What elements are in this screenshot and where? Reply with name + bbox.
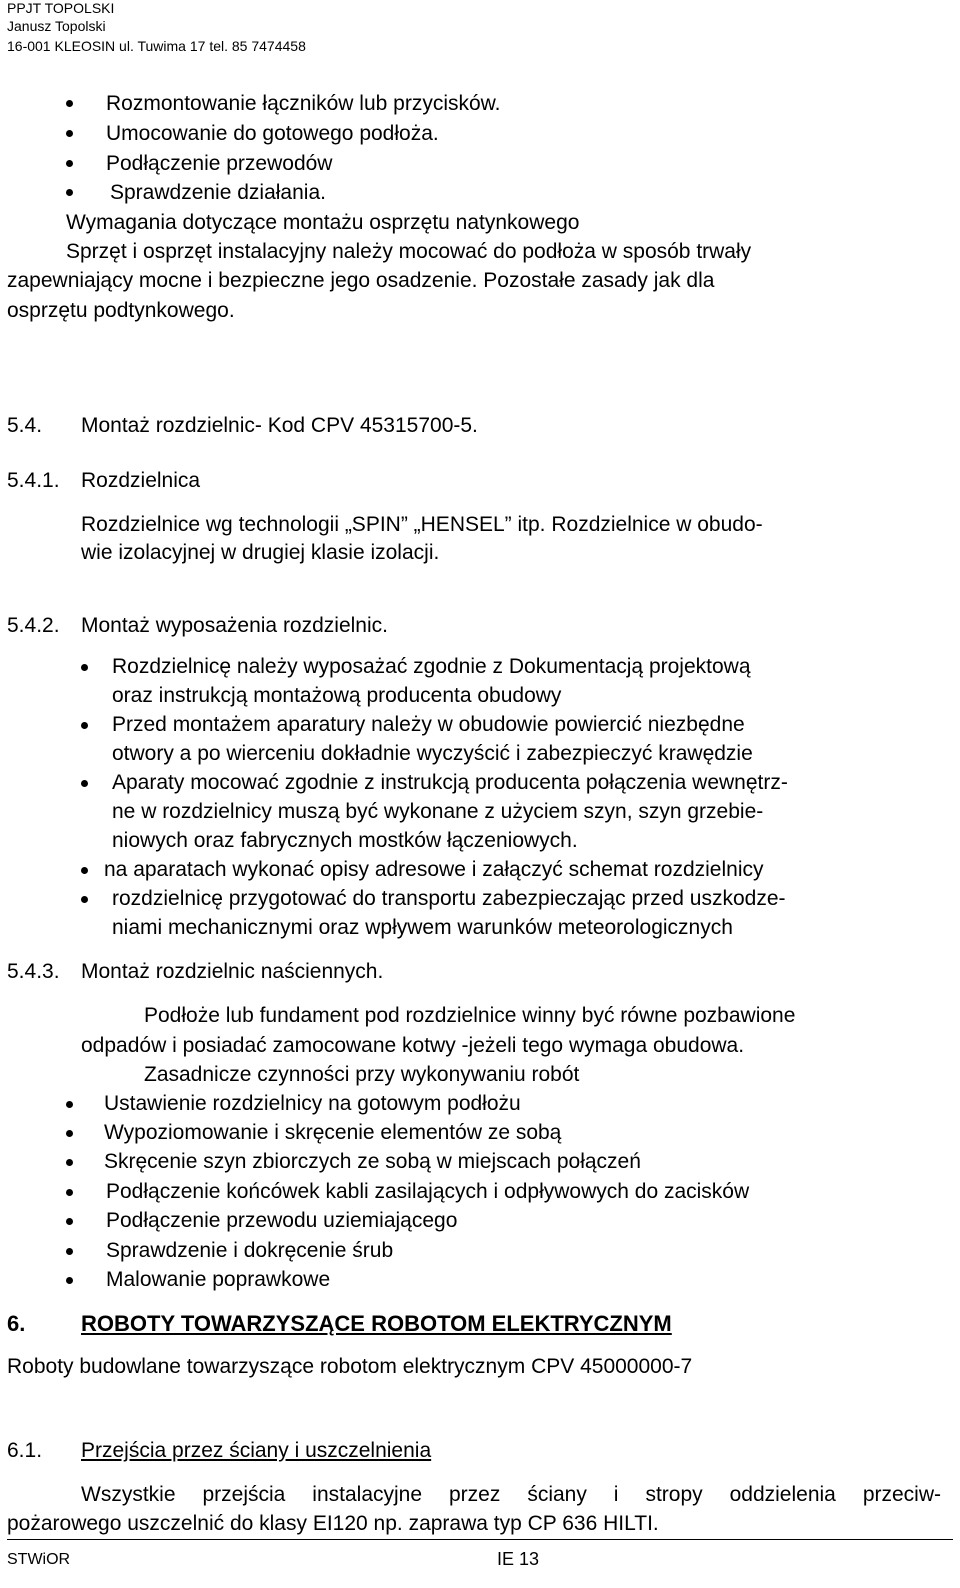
section-number: 5.4. (7, 414, 43, 437)
list-item: Umocowanie do gotowego podłoża. (106, 122, 439, 145)
list-item-cont: ne w rozdzielnicy muszą być wykonane z użyciem szyn, szyn grzebie- (112, 800, 764, 823)
footer-left: STWiOR (7, 1551, 71, 1568)
list-item: Sprawdzenie działania. (110, 181, 326, 204)
bullet (66, 1248, 73, 1255)
list-item: Malowanie poprawkowe (106, 1268, 331, 1291)
bullet (81, 722, 88, 729)
list-item: Rozdzielnicę należy wyposażać zgodnie z Dokumentacją projektową (112, 655, 751, 678)
bullet (66, 1218, 73, 1225)
bullet (66, 1277, 73, 1284)
list-item-cont: oraz instrukcją montażową producenta obudowy (112, 684, 562, 707)
section-title: Rozdzielnica (81, 469, 201, 492)
section-number: 6.1. (7, 1439, 43, 1462)
section-title: Przejścia przez ściany i uszczelnienia (81, 1439, 432, 1462)
list-item: rozdzielnicę przygotować do transportu zabezpieczając przed uszkodze- (112, 887, 786, 910)
section-number: 5.4.2. (7, 614, 60, 637)
chapter-number: 6. (7, 1311, 26, 1336)
bullet (66, 189, 73, 196)
paragraph-line: Sprzęt i osprzęt instalacyjny należy mocować do podłoża w sposób trwały (66, 240, 752, 263)
paragraph-line: Rozdzielnice wg technologii „SPIN” „HENSEL” itp. Rozdzielnice w obudo- (81, 513, 763, 536)
section-number: 5.4.3. (7, 960, 60, 983)
section-title: Montaż rozdzielnic naściennych. (81, 960, 384, 983)
list-item: na aparatach wykonać opisy adresowe i załączyć schemat rozdzielnicy (104, 858, 764, 881)
header-company: PPJT TOPOLSKI (7, 0, 115, 16)
footer-rule (7, 1539, 953, 1540)
list-item: Ustawienie rozdzielnicy na gotowym podłożu (104, 1092, 521, 1115)
list-item: Rozmontowanie łączników lub przycisków. (106, 92, 501, 115)
list-item-cont: niowych oraz fabrycznych mostków łączeniowych. (112, 829, 578, 852)
chapter-title: ROBOTY TOWARZYSZĄCE ROBOTOM ELEKTRYCZNYM (81, 1311, 672, 1336)
section-number: 5.4.1. (7, 469, 60, 492)
paragraph-line: Podłoże lub fundament pod rozdzielnice winny być równe pozbawione (144, 1004, 796, 1027)
paragraph-line: zapewniający mocne i bezpieczne jego osadzenie. Pozostałe zasady jak dla (7, 269, 715, 292)
header-owner: Janusz Topolski (7, 18, 106, 34)
paragraph-line: Wszystkie przejścia instalacyjne przez ściany i stropy oddzielenia przeciw- (81, 1483, 941, 1506)
bullet (81, 780, 88, 787)
section-title: Montaż wyposażenia rozdzielnic. (81, 614, 388, 637)
paragraph-line: Roboty budowlane towarzyszące robotom elektrycznym CPV 45000000-7 (7, 1355, 693, 1378)
bullet (66, 1189, 73, 1196)
list-item: Przed montażem aparatury należy w obudowie powiercić niezbędne (112, 713, 745, 736)
list-item: Sprawdzenie i dokręcenie śrub (106, 1239, 394, 1262)
paragraph-line: osprzętu podtynkowego. (7, 299, 235, 322)
bullet (66, 100, 73, 107)
list-item: Podłączenie końcówek kabli zasilających i odpływowych do zacisków (106, 1180, 750, 1203)
bullet (66, 1159, 73, 1166)
bullet (66, 130, 73, 137)
paragraph-line: pożarowego uszczelnić do klasy EI120 np. zaprawa typ CP 636 HILTI. (7, 1512, 659, 1535)
bullet (81, 896, 88, 903)
page-number: IE 13 (497, 1549, 540, 1569)
list-item: Wypoziomowanie i skręcenie elementów ze sobą (104, 1121, 562, 1144)
list-item: Podłączenie przewodów (106, 152, 333, 175)
section-heading: Wymagania dotyczące montażu osprzętu natynkowego (66, 211, 580, 234)
list-item-cont: niami mechanicznymi oraz wpływem warunków meteorologicznych (112, 916, 733, 939)
list-item: Skręcenie szyn zbiorczych ze sobą w miejscach połączeń (104, 1150, 641, 1173)
list-item-cont: otwory a po wierceniu dokładnie wyczyścić i zabezpieczyć krawędzie (112, 742, 753, 765)
list-item: Podłączenie przewodu uziemiającego (106, 1209, 458, 1232)
subheading: Zasadnicze czynności przy wykonywaniu robót (144, 1063, 580, 1086)
bullet (81, 867, 88, 874)
bullet (81, 664, 88, 671)
paragraph-line: wie izolacyjnej w drugiej klasie izolacji. (81, 541, 440, 564)
section-title: Montaż rozdzielnic- Kod CPV 45315700-5. (81, 414, 478, 437)
header-address: 16-001 KLEOSIN ul. Tuwima 17 tel. 85 7474458 (7, 38, 306, 54)
bullet (66, 1130, 73, 1137)
bullet (66, 1101, 73, 1108)
paragraph-line: odpadów i posiadać zamocowane kotwy -jeżeli tego wymaga obudowa. (81, 1034, 745, 1057)
bullet (66, 160, 73, 167)
list-item: Aparaty mocować zgodnie z instrukcją producenta połączenia wewnętrz- (112, 771, 788, 794)
